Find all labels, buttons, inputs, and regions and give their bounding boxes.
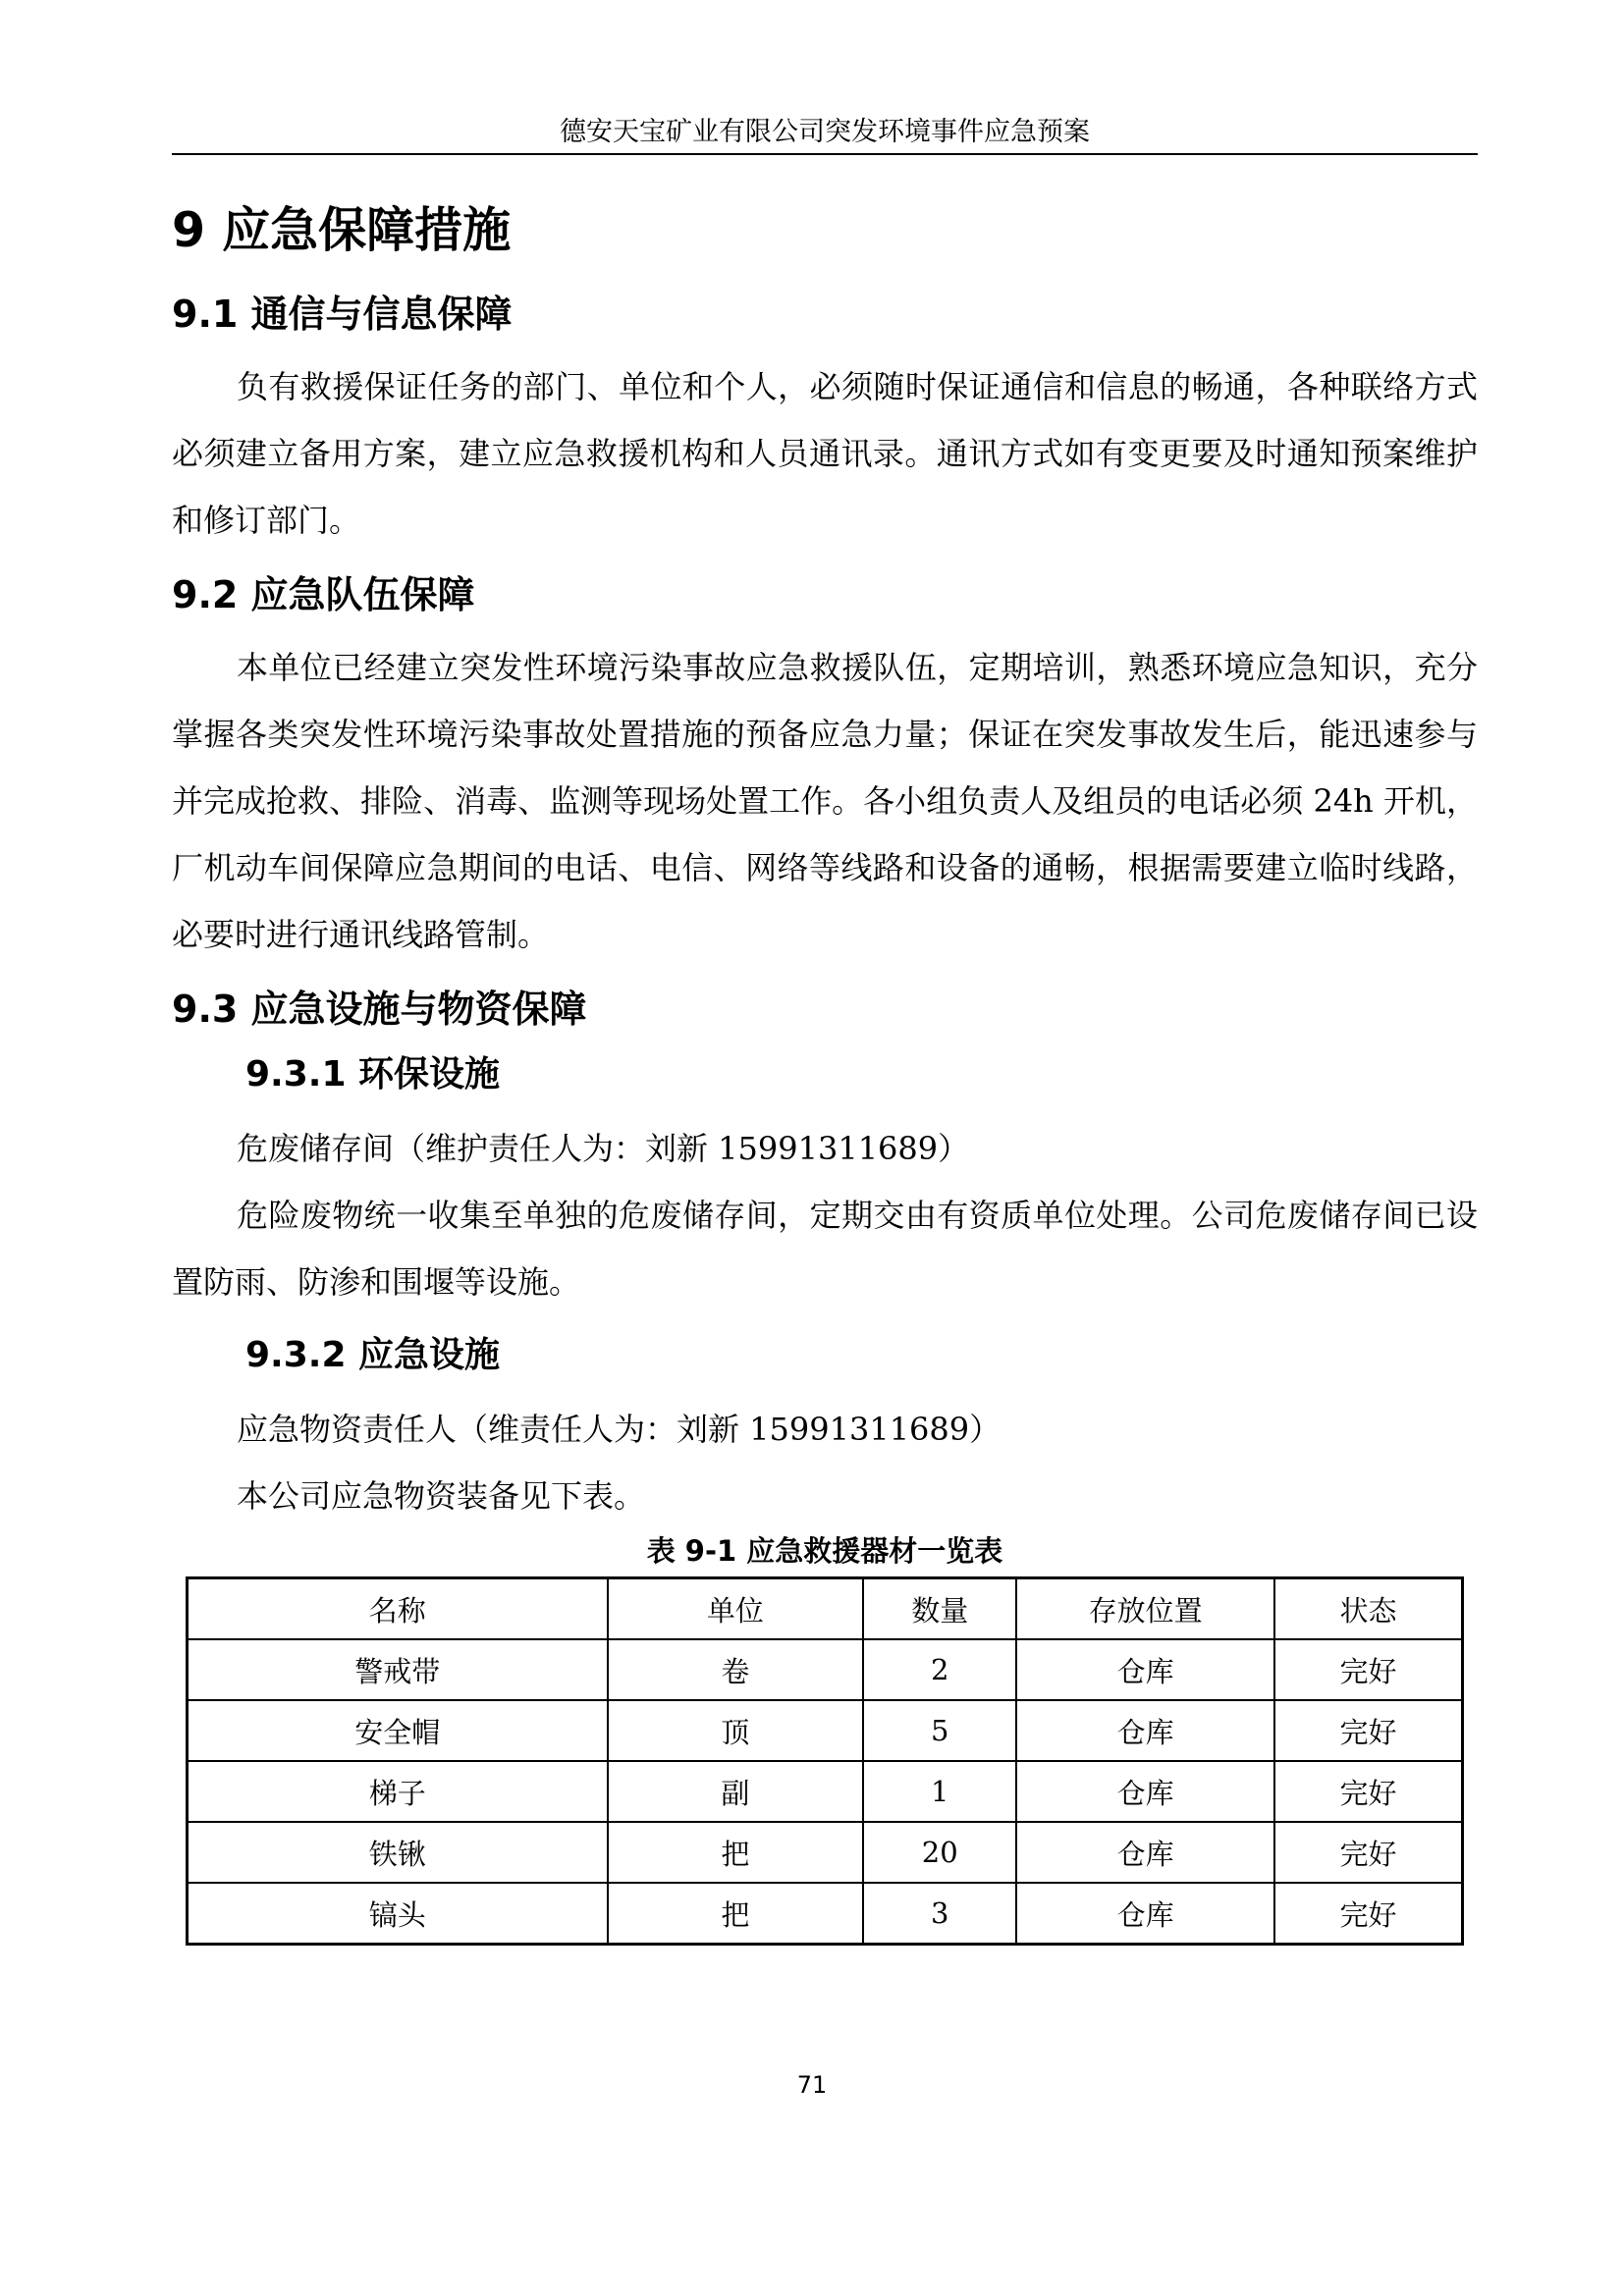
table-cell: 完好 — [1274, 1639, 1463, 1700]
table-cell: 镐头 — [188, 1883, 608, 1945]
table-header-cell: 存放位置 — [1016, 1578, 1274, 1640]
table-row — [188, 1761, 1463, 1822]
section-9-3-1-line2: 危险废物统一收集至单独的危废储存间，定期交由有资质单位处理。公司危废储存间已设置防雨、防渗和围堰等设施。 — [172, 1197, 1478, 1301]
section-9-3-2-line2: 本公司应急物资装备见下表。 — [237, 1477, 646, 1515]
table-header-row — [188, 1578, 1463, 1640]
table-cell: 把 — [608, 1822, 864, 1883]
page-number: 71 — [796, 2071, 828, 2099]
page-content — [172, 196, 1478, 1946]
table-cell: 把 — [608, 1883, 864, 1945]
equipment-table — [186, 1576, 1464, 1946]
table-header-cell: 单位 — [608, 1578, 864, 1640]
table-cell: 仓库 — [1016, 1822, 1274, 1883]
page-header: 德安天宝矿业有限公司突发环境事件应急预案 — [560, 117, 1090, 147]
section-9-1-title: 9.1 通信与信息保障 — [172, 293, 513, 336]
section-9-1-paragraph: 负有救援保证任务的部门、单位和个人，必须随时保证通信和信息的畅通，各种联络方式必须建立备用方案，建立应急救援机构和人员通讯录。通讯方式如有变更要及时通知预案维护和修订部门。 — [172, 368, 1478, 539]
table-cell: 5 — [863, 1700, 1016, 1761]
table-cell: 完好 — [1274, 1883, 1463, 1945]
table-header-cell: 数量 — [863, 1578, 1016, 1640]
table-cell: 梯子 — [188, 1761, 608, 1822]
table-cell: 仓库 — [1016, 1883, 1274, 1945]
table-cell: 仓库 — [1016, 1639, 1274, 1700]
table-header-cell: 名称 — [188, 1578, 608, 1640]
table-cell: 2 — [863, 1639, 1016, 1700]
table-row — [188, 1639, 1463, 1700]
table-row — [188, 1700, 1463, 1761]
table-cell: 20 — [863, 1822, 1016, 1883]
section-9-2-title: 9.2 应急队伍保障 — [172, 573, 475, 616]
table-cell: 顶 — [608, 1700, 864, 1761]
table-cell: 3 — [863, 1883, 1016, 1945]
section-9-3-1-line1: 危废储存间（维护责任人为：刘新 15991311689） — [237, 1130, 970, 1167]
table-cell: 铁锹 — [188, 1822, 608, 1883]
section-9-3-2-title: 9.3.2 应急设施 — [245, 1335, 501, 1375]
chapter-title: 9 应急保障措施 — [172, 202, 512, 258]
table-header-cell: 状态 — [1274, 1578, 1463, 1640]
table-cell: 完好 — [1274, 1700, 1463, 1761]
table-caption: 表 9-1 应急救援器材一览表 — [646, 1534, 1003, 1568]
table-cell: 完好 — [1274, 1822, 1463, 1883]
section-9-3-1-title: 9.3.1 环保设施 — [245, 1054, 501, 1095]
table-row — [188, 1883, 1463, 1945]
table-cell: 仓库 — [1016, 1700, 1274, 1761]
table-cell: 警戒带 — [188, 1639, 608, 1700]
table-cell: 副 — [608, 1761, 864, 1822]
section-9-3-2-line1: 应急物资责任人（维责任人为：刘新 15991311689） — [237, 1411, 1001, 1448]
table-cell: 1 — [863, 1761, 1016, 1822]
section-9-2-paragraph: 本单位已经建立突发性环境污染事故应急救援队伍，定期培训，熟悉环境应急知识，充分掌握各类突发性环境污染事故处置措施的预备应急力量；保证在突发事故发生后，能迅速参与并完成抢救、排险、消毒、监测等现场处置工作。各小组负责人及组员的电话必须 24h 开机，厂机动车间保障应急期间的电话、电信、网络等线路和设备的通畅，根据需要建立临时线路，必要时进行通讯线路管制。 — [172, 649, 1478, 953]
table-cell: 完好 — [1274, 1761, 1463, 1822]
table-cell: 卷 — [608, 1639, 864, 1700]
table-row — [188, 1822, 1463, 1883]
section-9-3-title: 9.3 应急设施与物资保障 — [172, 988, 587, 1031]
header-divider — [172, 153, 1478, 155]
table-cell: 安全帽 — [188, 1700, 608, 1761]
table-cell: 仓库 — [1016, 1761, 1274, 1822]
